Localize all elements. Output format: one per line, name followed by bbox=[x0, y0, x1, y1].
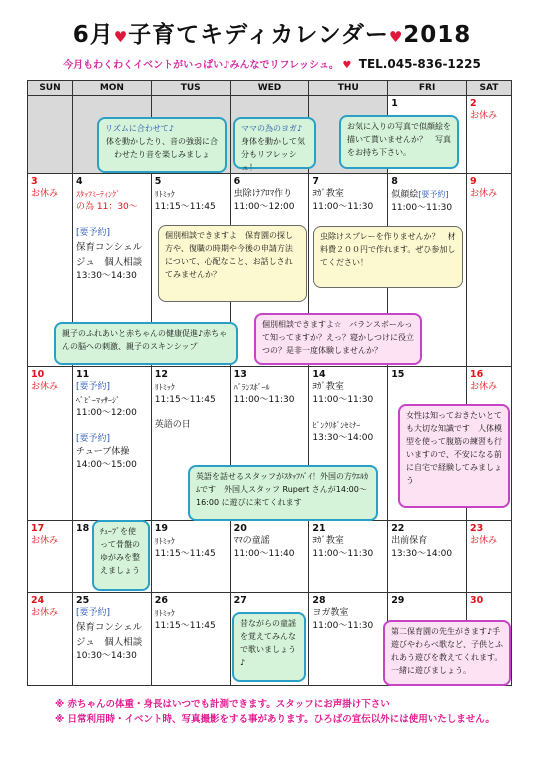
bubble-body: 個別相談できますよ 保育園の探し方や、復職の時期や今後の申請方法について、心配なこと、お話しされてみませんか？ bbox=[165, 231, 293, 279]
event-time: 11:15～11:45 bbox=[154, 621, 216, 631]
event-label: ヨガ教室 bbox=[312, 608, 349, 618]
day-number: 19 bbox=[154, 523, 169, 534]
day-cell-24 bbox=[28, 593, 73, 686]
day-number: 15 bbox=[391, 369, 405, 380]
closed-note: お休み bbox=[31, 382, 59, 392]
day-cell-23 bbox=[466, 521, 511, 593]
reservation-tag: [要予約] bbox=[76, 228, 111, 238]
event-time: 10:30～14:30 bbox=[76, 651, 137, 661]
day-number: 1 bbox=[391, 98, 398, 109]
bubble-body: ﾁｭｰﾌﾞを使って骨盤のゆがみを整えましょう bbox=[100, 527, 140, 575]
event-time: 11:00～11:40 bbox=[233, 549, 295, 559]
day-number: 6 bbox=[233, 176, 241, 187]
day-number: 26 bbox=[154, 595, 169, 606]
event-time: 14:00～15:00 bbox=[76, 460, 137, 470]
day-number: 11 bbox=[76, 369, 90, 380]
day-number: 25 bbox=[76, 595, 90, 606]
day-cell-22 bbox=[388, 521, 467, 593]
tel-number: TEL.045-836-1225 bbox=[358, 57, 481, 71]
bubble-body: お気に入りの写真で似顔絵を描いて貰いませんか？ 写真をお持ち下さい。 bbox=[347, 122, 451, 157]
pink-ribbon-bubble bbox=[398, 404, 510, 508]
insect-bubble bbox=[313, 226, 463, 288]
closed-note: お休み bbox=[31, 536, 59, 546]
day-cell-19 bbox=[151, 521, 230, 593]
bubble-title: リズムに合わせて♪ bbox=[105, 124, 174, 133]
event-label: ﾖｶﾞ教室 bbox=[312, 382, 344, 392]
weekday-header-row bbox=[28, 81, 512, 96]
event-time: 11:00～11:30 bbox=[312, 395, 374, 405]
nursery-bubble bbox=[383, 620, 511, 686]
weekday-thu: THU bbox=[309, 81, 388, 96]
day-cell-9 bbox=[466, 174, 511, 367]
day-cell-26 bbox=[151, 593, 230, 686]
day-cell-25 bbox=[73, 593, 152, 686]
weekday-sun: SUN bbox=[28, 81, 73, 96]
event-label: 似顔絵 bbox=[391, 190, 419, 200]
footer-notes bbox=[55, 697, 505, 727]
weekday-mon: MON bbox=[73, 81, 152, 96]
closed-note: お休み bbox=[31, 189, 59, 199]
day-number: 2 bbox=[469, 98, 477, 109]
bubble-body: 英語を話せるスタッフがｽﾀｯﾌﾊﾟｲ！外国の方ｳｴﾙｶﾑです 外国人スタッフ Rupert さんが14:00～16:00 に遊びに来てくれます bbox=[196, 472, 368, 507]
bubble-body: 第二保育園の先生がきます♪手遊びやわらべ歌など、子供とふれあう遊びを教えてくれます。一緒に遊びましょう。 bbox=[391, 627, 503, 675]
day-cell-20 bbox=[230, 521, 309, 593]
day-cell-2 bbox=[466, 96, 511, 174]
day-number: 22 bbox=[391, 523, 405, 534]
day-number: 3 bbox=[31, 176, 38, 187]
reservation-tag: [要予約] bbox=[418, 190, 449, 199]
bubble-body: 虫除けスプレーを作りませんか？ 材料費２００円で作れます。ぜひ参加してください！ bbox=[320, 232, 456, 267]
event-time: 11:00～12:00 bbox=[76, 408, 137, 418]
reservation-tag: [要予約] bbox=[76, 382, 111, 392]
bubble-title: ママの為のヨガ♪ bbox=[241, 124, 303, 133]
baby-massage-bubble bbox=[54, 322, 238, 365]
tube-bubble bbox=[92, 520, 150, 591]
day-number: 27 bbox=[233, 595, 247, 606]
day-number: 12 bbox=[154, 369, 169, 380]
heart-icon: ♥ bbox=[113, 28, 129, 46]
event-time: 11:15～11:45 bbox=[154, 202, 216, 212]
event-time: 11:00～11:30 bbox=[312, 202, 374, 212]
bubble-body: 個別相談できますよ☆ バランスボールって知ってますか？えっ？寝かしつけに役立つの？是非一度体験しませんか？ bbox=[262, 320, 414, 355]
event-label: ﾘﾄﾐｯｸ bbox=[154, 383, 175, 392]
event-label: ﾘﾄﾐｯｸ bbox=[154, 190, 175, 199]
photo-bubble bbox=[339, 115, 459, 169]
day-number: 18 bbox=[76, 523, 90, 534]
bubble-body: 女性は知っておきたいとても大切な知識です 人体模型を使って腹筋の練習も行いますので、不安になる前に自宅で経験してみましょう bbox=[406, 411, 502, 485]
heart-icon: ♥ bbox=[338, 60, 355, 71]
day-cell-28 bbox=[309, 593, 388, 686]
event-label: ﾘﾄﾐｯｸ bbox=[154, 609, 175, 618]
english-bubble bbox=[188, 465, 378, 521]
weekday-wed: WED bbox=[230, 81, 309, 96]
bubble-body: 身体を動かして気分もリフレッシュ！ bbox=[241, 137, 305, 172]
event-time: 11:00～11:30 bbox=[312, 621, 374, 631]
day-cell-17 bbox=[28, 521, 73, 593]
closed-note: お休み bbox=[469, 536, 497, 546]
closed-note: お休み bbox=[31, 608, 59, 618]
day-number: 7 bbox=[312, 176, 320, 187]
event-label: 虫除けｱﾛﾏ作り bbox=[233, 189, 293, 199]
event-label: 保育コンシェルジュ 個人相談 bbox=[76, 622, 143, 648]
title-month: 6月 bbox=[72, 22, 114, 48]
reservation-tag: [要予約] bbox=[76, 434, 111, 444]
event-time: 11:00～12:00 bbox=[233, 202, 295, 212]
event-label: ﾘﾄﾐｯｸ bbox=[154, 537, 175, 546]
day-cell-10 bbox=[28, 367, 73, 521]
event-label: ﾍﾞﾋﾞｰﾏｯｻｰｼﾞ bbox=[76, 396, 120, 405]
bubble-body: 体を動かしたり、音の強弱に合わせたり音を楽しみましょ bbox=[106, 137, 218, 159]
day-number: 24 bbox=[31, 595, 45, 606]
subtitle-text: 今月もわくわくイベントがいっぱい♪みんなでリフレッシュ。 bbox=[63, 60, 339, 71]
day-number: 9 bbox=[469, 176, 477, 187]
consult-bubble bbox=[158, 225, 307, 302]
event-label: 保育コンシェルジュ 個人相談 bbox=[76, 242, 143, 268]
day-number: 21 bbox=[312, 523, 326, 534]
event-time: 13:30～14:30 bbox=[76, 271, 137, 281]
day-number: 14 bbox=[312, 369, 326, 380]
day-number: 16 bbox=[469, 369, 484, 380]
day-cell-21 bbox=[309, 521, 388, 593]
event-label: チューブ体操 bbox=[76, 447, 130, 457]
event-label: ﾋﾟﾝｸﾘﾎﾞﾝｾﾐﾅｰ bbox=[312, 421, 361, 430]
event-time: の為 11：30～ bbox=[76, 202, 138, 212]
day-number: 23 bbox=[469, 523, 484, 534]
bubble-body: 昔ながらの童謡を覚えてみんなで歌いましょう♪ bbox=[240, 619, 296, 667]
event-label: ﾖｶﾞ教室 bbox=[312, 536, 344, 546]
event-time: 11:15～11:45 bbox=[154, 395, 216, 405]
rhythm-bubble bbox=[97, 117, 227, 173]
yoga-bubble bbox=[233, 117, 316, 172]
day-number: 13 bbox=[233, 369, 247, 380]
reservation-tag: [要予約] bbox=[76, 608, 111, 618]
event-time: 11:15～11:45 bbox=[154, 549, 216, 559]
event-time: 13:30～14:00 bbox=[391, 549, 453, 559]
day-number: 28 bbox=[312, 595, 326, 606]
day-number: 5 bbox=[154, 176, 162, 187]
weekday-tue: TUS bbox=[151, 81, 230, 96]
day-number: 8 bbox=[391, 176, 398, 187]
day-number: 4 bbox=[76, 176, 83, 187]
day-cell-11 bbox=[73, 367, 152, 521]
footer-note-2: ※ 日常利用時・イベント時、写真撮影をする事があります。ひろばの宣伝以外には使用いたしません。 bbox=[55, 714, 495, 725]
event-time: 11:00～11:30 bbox=[233, 395, 295, 405]
closed-note: お休み bbox=[469, 189, 497, 199]
event-label: ｽﾀｯﾌﾐｰﾃｨﾝｸﾞ bbox=[76, 190, 120, 199]
event-label: 出前保育 bbox=[391, 536, 428, 546]
subtitle bbox=[0, 56, 544, 71]
event-label: ﾏﾏの童謡 bbox=[233, 536, 270, 546]
weekday-fri: FRI bbox=[388, 81, 467, 96]
heart-icon: ♥ bbox=[388, 28, 404, 46]
closed-note: お休み bbox=[469, 382, 497, 392]
event-time: 13:30～14:00 bbox=[312, 433, 374, 443]
day-cell-empty bbox=[28, 96, 73, 174]
event-label: ﾊﾞﾗﾝｽﾎﾞｰﾙ bbox=[233, 383, 270, 392]
day-number: 10 bbox=[31, 369, 45, 380]
footer-note-1: ※ 赤ちゃんの体重・身長はいつでも計測できます。スタッフにお声掛け下さい bbox=[55, 699, 390, 710]
closed-note: お休み bbox=[469, 111, 497, 121]
title-main: 子育てキディカレンダー bbox=[128, 22, 389, 48]
song-bubble bbox=[232, 612, 306, 682]
event-label: ﾖｶﾞ教室 bbox=[312, 189, 344, 199]
event-time: 11:00～11:30 bbox=[391, 203, 453, 213]
page-title bbox=[0, 16, 544, 49]
event-label: 英語の日 bbox=[154, 420, 191, 430]
day-number: 30 bbox=[469, 595, 484, 606]
bubble-body: 親子のふれあいと赤ちゃんの健康促進♪赤ちゃんの脳への刺激、親子のスキンシップ bbox=[62, 329, 228, 351]
day-number: 20 bbox=[233, 523, 247, 534]
day-number: 29 bbox=[391, 595, 405, 606]
event-time: 11:00～11:30 bbox=[312, 549, 374, 559]
day-number: 17 bbox=[31, 523, 45, 534]
balance-bubble bbox=[254, 313, 422, 365]
title-year: 2018 bbox=[403, 22, 472, 48]
weekday-sat: SAT bbox=[466, 81, 511, 96]
